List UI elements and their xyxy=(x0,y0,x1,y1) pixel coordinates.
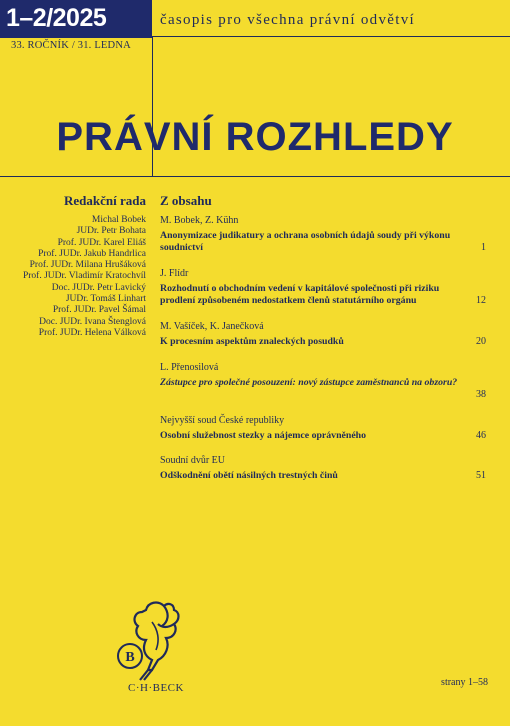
pages-total: strany 1–58 xyxy=(441,677,488,688)
board-member: Prof. JUDr. Pavel Šámal xyxy=(52,305,146,316)
article-page: 20 xyxy=(476,336,486,347)
board-member: JUDr. Tomáš Linhart xyxy=(65,294,146,305)
volume-date: 33. ROČNÍK / 31. LEDNA xyxy=(11,40,131,51)
board-heading: Redakční rada xyxy=(64,193,146,208)
contents-article xyxy=(160,215,490,253)
board-member: Prof. JUDr. Jakub Handrlica xyxy=(38,248,146,259)
contents-article xyxy=(160,268,490,306)
article-author: Nejvyšší soud České republiky xyxy=(160,415,285,426)
contents-article xyxy=(160,362,490,400)
article-author: M. Bobek, Z. Kühn xyxy=(160,215,239,226)
article-page: 12 xyxy=(476,295,486,306)
logo-letter: B xyxy=(125,650,135,665)
article-title: Zástupce pro společné posouzení: nový zástupce zaměstnanců na obzoru? xyxy=(160,377,458,388)
griffin-logo-icon xyxy=(108,600,198,684)
article-page: 51 xyxy=(476,470,486,481)
board-member: Prof. JUDr. Helena Válková xyxy=(38,327,146,338)
masthead-title: PRÁVNÍ ROZHLEDY xyxy=(56,115,454,159)
article-author: J. Flídr xyxy=(160,268,189,279)
article-title: K procesním aspektům znaleckých posudků xyxy=(160,336,344,347)
masthead-divider xyxy=(0,176,510,177)
board-member: Doc. JUDr. Ivana Štenglová xyxy=(39,316,146,327)
board-members-list xyxy=(23,215,146,339)
tagline: časopis pro všechna právní odvětví xyxy=(160,12,415,28)
article-author: Soudní dvůr EU xyxy=(160,455,225,466)
board-member: Michal Bobek xyxy=(91,215,146,225)
article-title: Odškodnění obětí násilných trestných činů xyxy=(160,470,338,481)
article-author: M. Vašíček, K. Janečková xyxy=(160,321,264,332)
article-page: 1 xyxy=(481,242,486,253)
article-title: Osobní služebnost stezky a nájemce oprávněného xyxy=(160,430,367,441)
contents-article xyxy=(160,321,490,348)
top-divider xyxy=(152,36,510,37)
board-member: Prof. JUDr. Karel Eliáš xyxy=(57,237,146,248)
article-author: L. Přenosilová xyxy=(160,362,219,373)
board-member: Doc. JUDr. Petr Lavický xyxy=(51,282,146,293)
contents-article xyxy=(160,455,490,482)
board-member: Prof. JUDr. Vladimír Kratochvíl xyxy=(22,271,146,282)
publisher-name: C·H·BECK xyxy=(128,682,184,694)
board-member: Prof. JUDr. Milana Hrušáková xyxy=(29,260,146,271)
contents-article xyxy=(160,415,490,442)
article-title: Anonymizace judikatury a ochrana osobních údajů soudy při výkonu soudnictví xyxy=(160,230,451,253)
article-page: 46 xyxy=(476,430,486,441)
issue-number: 1–2/2025 xyxy=(6,4,107,32)
article-title: Rozhodnutí o obchodním vedení v kapitálové společnosti při riziku prodlení způsobeném nedostatkem členů statutárního orgánu xyxy=(160,283,440,306)
contents-heading: Z obsahu xyxy=(160,193,212,208)
article-page: 38 xyxy=(476,389,486,400)
board-member: JUDr. Petr Bohata xyxy=(76,226,146,237)
